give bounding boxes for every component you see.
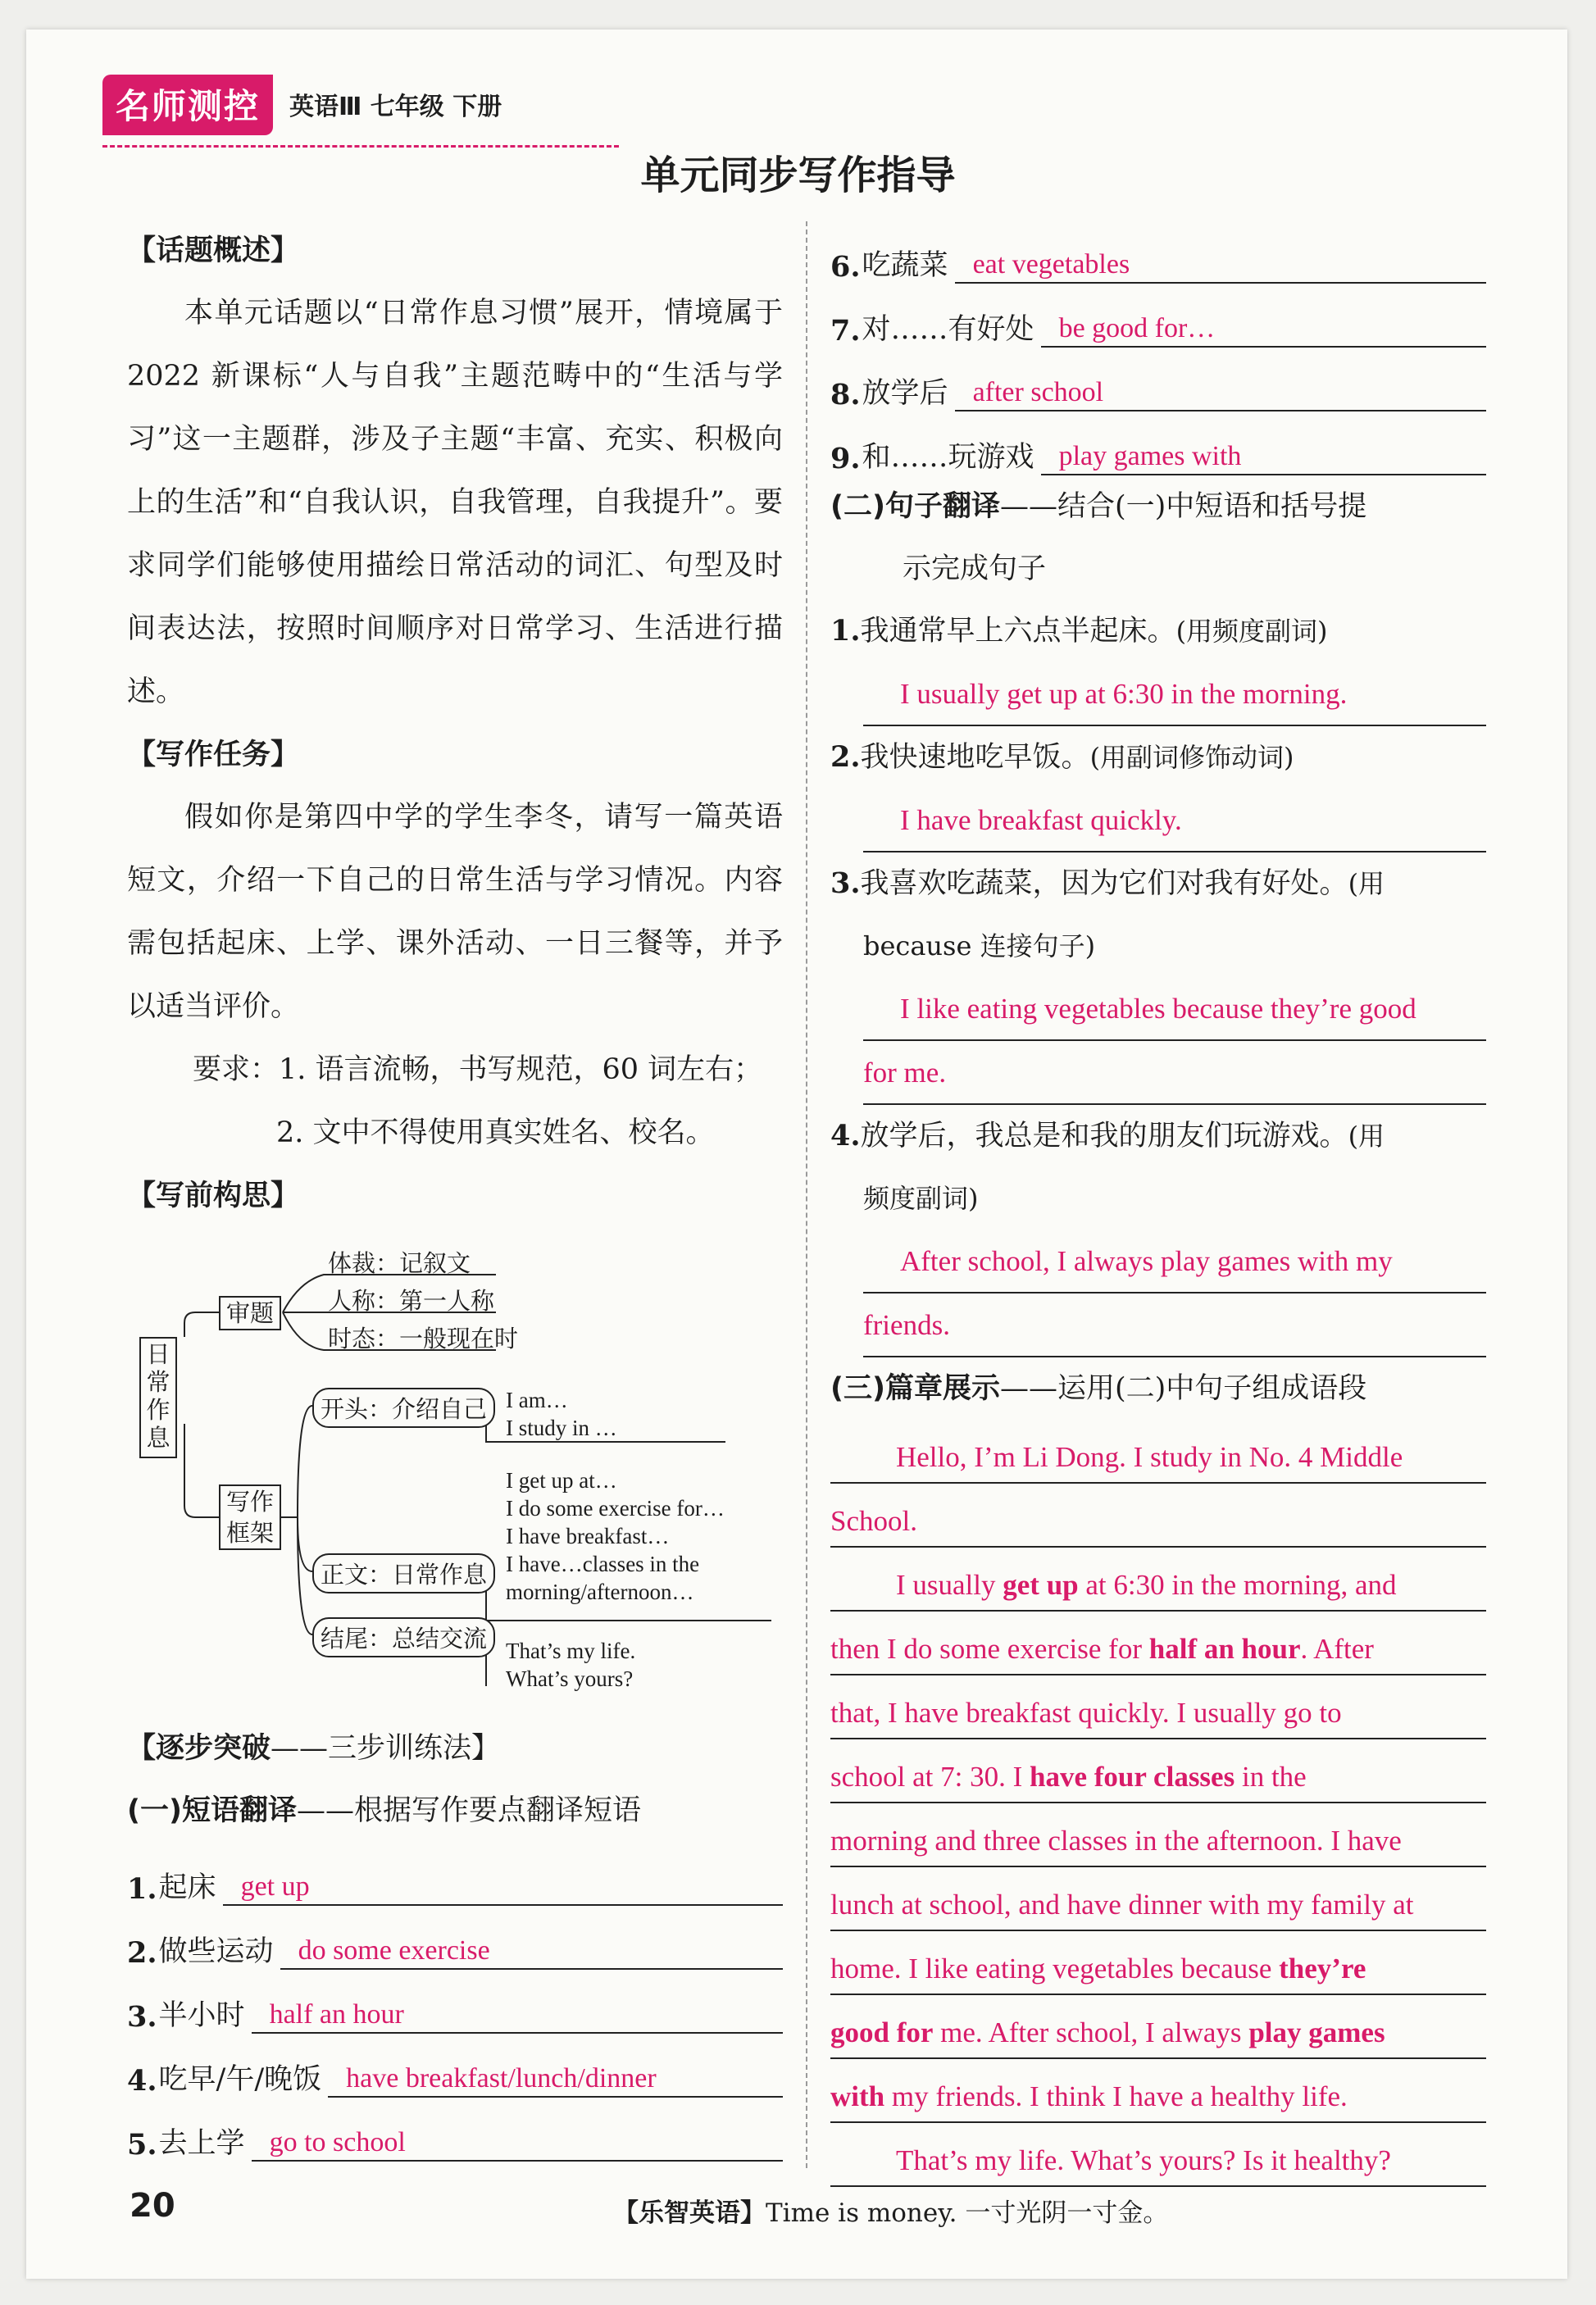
body-line-2: I do some exercise for… — [506, 1496, 725, 1521]
sentence-answer[interactable]: After school, I always play games with my — [863, 1230, 1486, 1293]
passage-text: . After — [1300, 1633, 1374, 1665]
passage-line — [830, 1995, 1486, 2059]
sentence-question — [830, 600, 1486, 662]
passage-text: I usually — [896, 1569, 1003, 1601]
phrase-row — [127, 2098, 783, 2162]
opening-line-2: I study in … — [506, 1416, 617, 1440]
passage-line: That’s my life. What’s yours? Is it healthy? — [830, 2123, 1486, 2187]
part1-heading — [127, 1780, 783, 1842]
plan-heading: 【写前构思】 — [127, 1180, 300, 1212]
task-text: 假如你是第四中学的学生李冬，请写一篇英语短文，介绍一下自己的日常生活与学习情况。内容需包括起床、上学、课外活动、一日三餐等，并予以适当评价。 — [127, 801, 783, 1023]
topic-text: 本单元话题以“日常作息习惯”展开，情境属于 2022 新课标“人与自我”主题范畴中的“生活与学习”这一主题群，涉及子主题“丰富、充实、积极向上的生活”和“自我认识，自我管理，自我提升”。要求同学们能够使用描绘日常活动的词汇、句型及时间表达法，按照时间顺序对日常学习、生活进行描述。 — [127, 297, 783, 708]
sentence-answer[interactable]: I like eating vegetables because they’re good — [863, 977, 1486, 1041]
part3-title: (三)篇章展示 — [830, 1372, 1000, 1405]
passage-key-phrase: play games — [1248, 2016, 1385, 2048]
phrase-row — [127, 1970, 783, 2034]
passage-text: then I do some exercise for — [830, 1633, 1149, 1665]
column-divider — [806, 221, 807, 2168]
node-opening: 开头：介绍自己 — [312, 1388, 495, 1428]
sentence-chinese: 放学后，我总是和我的朋友们玩游戏。 — [860, 1120, 1348, 1152]
sentence-number: 3. — [830, 866, 861, 900]
sentence-chinese: 我快速地吃早饭。 — [860, 741, 1090, 774]
phrase-number: 8. — [830, 378, 861, 411]
sentence-answer[interactable]: I usually get up at 6:30 in the morning. — [863, 662, 1486, 726]
review-person: 人称：第一人称 — [328, 1287, 495, 1315]
passage-line: morning and three classes in the afternoon. I have — [830, 1803, 1486, 1867]
node-ending: 结尾：总结交流 — [312, 1617, 495, 1657]
sentence-hint-cont — [830, 915, 1486, 977]
part1-tail: ——根据写作要点翻译短语 — [297, 1794, 642, 1827]
steps-heading-tail: ——三步训练法】 — [271, 1732, 501, 1765]
page-title: 单元同步写作指导 — [640, 152, 956, 198]
part2-tail: ——结合(一)中短语和括号提 — [1000, 490, 1367, 523]
review-genre: 体裁：记叙文 — [328, 1249, 471, 1277]
passage-line: lunch at school, and have dinner with my family at — [830, 1867, 1486, 1931]
sentence-answer[interactable]: I have breakfast quickly. — [863, 789, 1486, 852]
sentence-question — [830, 852, 1486, 915]
phrase-answer[interactable]: get up — [223, 1865, 783, 1906]
passage-line: School. — [830, 1484, 1486, 1548]
node-body: 正文：日常作息 — [312, 1553, 495, 1593]
phrase-number: 9. — [830, 442, 861, 475]
page-number: 20 — [130, 2187, 175, 2225]
sentence-answer-cont[interactable]: for me. — [863, 1041, 1486, 1105]
body-line-1: I get up at… — [506, 1468, 617, 1493]
part3-heading — [830, 1357, 1486, 1420]
phrase-answer[interactable]: have breakfast/lunch/dinner — [328, 2057, 783, 2098]
passage-text: me. After school, I always — [933, 2016, 1249, 2048]
right-column — [830, 220, 1486, 2187]
sentence-hint: (用 — [1348, 868, 1385, 899]
part2-tail-2: 示完成句子 — [903, 552, 1047, 585]
phrase-number: 2. — [127, 1936, 157, 1970]
phrase-answer[interactable]: half an hour — [252, 1993, 783, 2034]
phrase-chinese: 去上学 — [158, 2127, 245, 2160]
phrase-number: 7. — [830, 314, 861, 348]
phrase-row — [127, 1906, 783, 1970]
sentence-hint-2: 频度副词) — [863, 1183, 979, 1214]
header-bar — [102, 70, 619, 148]
topic-heading: 【话题概述】 — [127, 234, 300, 267]
passage-key-phrase: good for — [830, 2016, 934, 2048]
passage-text: at 6:30 in the morning, and — [1078, 1569, 1397, 1601]
phrase-chinese: 起床 — [158, 1871, 216, 1904]
opening-line-1: I am… — [506, 1388, 568, 1412]
passage-key-phrase: have four classes — [1030, 1761, 1235, 1793]
passage-text: school at 7: 30. I — [830, 1761, 1030, 1793]
phrase-number: 4. — [127, 2064, 157, 2098]
phrase-chinese: 放学后 — [862, 377, 948, 410]
sentence-hint-cont — [830, 1167, 1486, 1230]
phrase-answer[interactable]: go to school — [252, 2121, 783, 2162]
requirement-1: 要求：1. 语言流畅，书写规范，60 词左右； — [193, 1053, 763, 1086]
phrase-row — [830, 284, 1486, 348]
review-tense: 时态：一般现在时 — [328, 1325, 519, 1353]
passage-text: in the — [1235, 1761, 1307, 1793]
steps-heading-main: 【逐步突破 — [127, 1732, 271, 1765]
sentence-hint: (用 — [1348, 1121, 1385, 1152]
passage-text: my friends. I think I have a healthy life. — [884, 2080, 1348, 2112]
sentence-hint-2: because 连接句子) — [863, 930, 1096, 962]
footer-brand: 【乐智英语】 — [613, 2198, 766, 2228]
part2-heading — [830, 475, 1486, 538]
sentence-number: 1. — [830, 614, 861, 648]
phrase-chinese: 半小时 — [158, 1999, 245, 2032]
requirement-2: 2. 文中不得使用真实姓名、校名。 — [276, 1116, 715, 1149]
ending-line-1: That’s my life. — [506, 1639, 636, 1663]
phrase-chinese: 和……玩游戏 — [862, 441, 1034, 474]
phrase-row — [127, 1842, 783, 1906]
left-column — [127, 220, 783, 2162]
passage-line — [830, 1548, 1486, 1612]
phrase-answer[interactable]: eat vegetables — [955, 243, 1486, 284]
header-subtitle: 英语Ⅲ 七年级 下册 — [289, 93, 502, 121]
phrase-answer[interactable]: do some exercise — [280, 1929, 783, 1970]
passage-line — [830, 1612, 1486, 1675]
passage-key-phrase: half an hour — [1148, 1633, 1301, 1665]
passage-line — [830, 1739, 1486, 1803]
node-review: 审题 — [219, 1296, 281, 1330]
passage-text: home. I like eating vegetables because — [830, 1953, 1280, 1984]
phrase-answer[interactable]: be good for… — [1041, 307, 1486, 348]
phrase-number: 6. — [830, 250, 861, 284]
phrase-chinese: 做些运动 — [158, 1935, 274, 1968]
phrase-number: 5. — [127, 2128, 157, 2162]
passage-line: Hello, I’m Li Dong. I study in No. 4 Middle — [830, 1420, 1486, 1484]
sentence-hint: (用副词修饰动词) — [1089, 742, 1294, 773]
part2-title: (二)句子翻译 — [830, 490, 1000, 523]
body-line-3: I have breakfast… — [506, 1524, 670, 1548]
phrase-answer[interactable]: after school — [955, 371, 1486, 411]
footer-motto — [613, 2192, 1168, 2229]
part2-heading-cont — [830, 538, 1486, 600]
sentence-number: 2. — [830, 740, 861, 774]
phrase-row — [830, 411, 1486, 475]
steps-heading — [127, 1717, 783, 1780]
ending-line-2: What’s yours? — [506, 1666, 634, 1691]
part1-title: (一)短语翻译 — [127, 1794, 297, 1827]
phrase-chinese: 吃蔬菜 — [862, 249, 948, 282]
part3-tail: ——运用(二)中句子组成语段 — [1000, 1372, 1367, 1405]
phrase-number: 3. — [127, 2000, 157, 2034]
passage-key-phrase: with — [830, 2080, 885, 2112]
phrase-row — [127, 2034, 783, 2098]
sentence-answer-cont[interactable]: friends. — [863, 1293, 1486, 1357]
passage-line — [830, 1931, 1486, 1995]
passage-line: that, I have breakfast quickly. I usually go to — [830, 1675, 1486, 1739]
task-heading: 【写作任务】 — [127, 739, 300, 771]
passage-key-phrase: get up — [1003, 1569, 1079, 1601]
phrase-chinese: 吃早/午/晚饭 — [158, 2063, 322, 2096]
phrase-number: 1. — [127, 1872, 157, 1906]
body-line-4: I have…classes in the — [506, 1552, 700, 1576]
body-line-5: morning/afternoon… — [506, 1580, 694, 1604]
passage-key-phrase: they’re — [1279, 1953, 1366, 1984]
phrase-row — [830, 348, 1486, 411]
sentence-number: 4. — [830, 1119, 861, 1152]
phrase-answer[interactable]: play games with — [1041, 434, 1486, 475]
footer-quote: Time is money. 一寸光阴一寸金。 — [766, 2198, 1169, 2228]
passage-line — [830, 2059, 1486, 2123]
mind-map — [127, 1227, 783, 1691]
sentence-chinese: 我喜欢吃蔬菜，因为它们对我有好处。 — [860, 867, 1348, 900]
phrase-row — [830, 220, 1486, 284]
node-writing-frame: 写作框架 — [219, 1484, 281, 1550]
brand-logo: 名师测控 — [102, 75, 273, 135]
sentence-question — [830, 726, 1486, 789]
sentence-chinese: 我通常早上六点半起床。 — [860, 615, 1176, 648]
phrase-chinese: 对……有好处 — [862, 313, 1034, 346]
sentence-hint: (用频度副词) — [1175, 616, 1328, 647]
sentence-question — [830, 1105, 1486, 1167]
root-node-daily-routine: 日常作息 — [139, 1337, 177, 1458]
